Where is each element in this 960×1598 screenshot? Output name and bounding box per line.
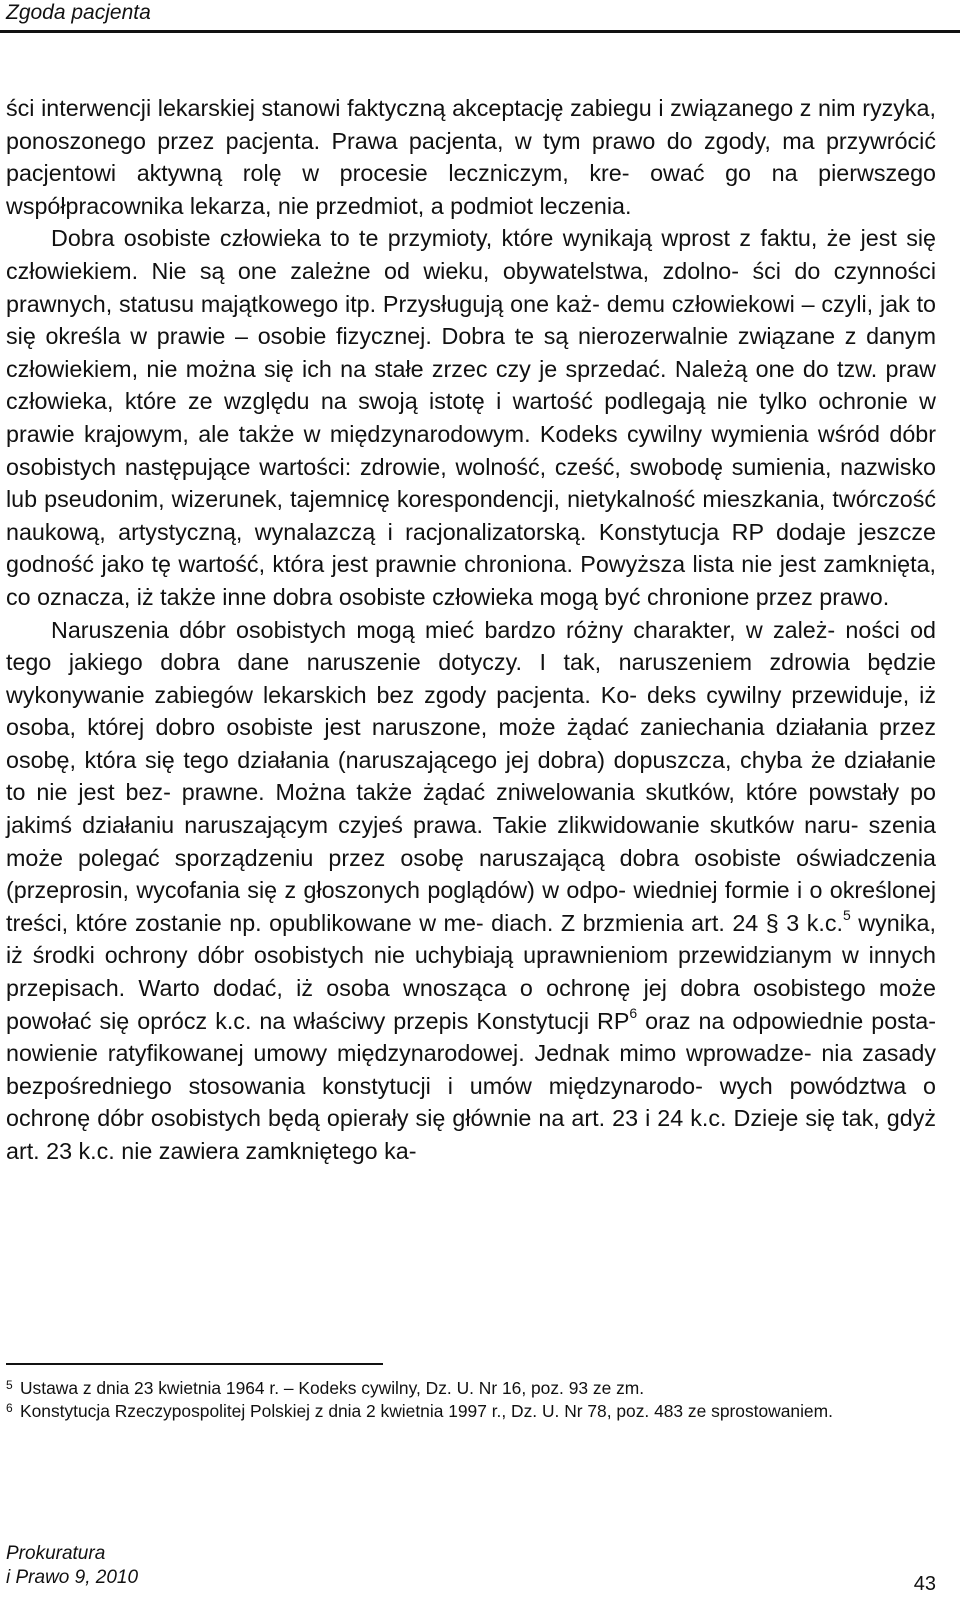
journal-name-line-1: Prokuratura — [6, 1543, 106, 1564]
page-number: 43 — [913, 1573, 936, 1595]
footnote-divider — [6, 1363, 383, 1365]
journal-name — [6, 1542, 138, 1590]
footnote-text: Ustawa z dnia 23 kwietnia 1964 r. – Kodeks cywilny, Dz. U. Nr 16, poz. 93 ze zm. — [20, 1378, 645, 1398]
article-body — [6, 92, 936, 1168]
header-divider — [0, 30, 960, 33]
footnotes — [6, 1377, 936, 1423]
paragraph-3-part-b: wynika, iż środki ochrony dóbr osobistych nie uchybiają uprawnieniom przewidzianym w innych przepisach. Warto dodać, iż osoba wnosząca o ochronę jej dobra osobistego może powołać się oprócz k.c. na właściwy przepis Konstytucji RP — [6, 909, 936, 1034]
paragraph-3-part-c: oraz na odpowiednie posta- nowienie ratyfikowanej umowy międzynarodowej. Jednak mimo wprowadze- nia zasady bezpośredniego stosowania konstytucji i umów międzynarodo- wych powództwa o ochronę dóbr osobistych będą opierały się głównie na art. 23 i 24 k.c. Dzieje się tak, gdyż art. 23 k.c. nie zawiera zamkniętego ka- — [6, 1007, 936, 1164]
footnote-text: Konstytucja Rzeczypospolitej Polskiej z dnia 2 kwietnia 1997 r., Dz. U. Nr 78, poz. 483 ze sprostowaniem. — [20, 1401, 833, 1421]
running-header-title: Zgoda pacjenta — [6, 1, 151, 24]
paragraph-3-part-a: Naruszenia dóbr osobistych mogą mieć bardzo różny charakter, w zależ- ności od tego jakiego dobra dane naruszenie dotyczy. I tak, naruszeniem zdrowia będzie wykonywanie zabiegów lekarskich bez zgody pacjenta. Ko- deks cywilny przewiduje, iż osoba, której dobro osobiste jest naruszone, może żądać zaniechania działania przez osobę, która się tego działania (naruszającego jej dobra) dopuszcza, chyba że działanie to nie jest bez- prawne. Można także żądać zniwelowania skutków, które powstały po jakimś działaniu naruszającym czyjeś prawa. Takie zlikwidowanie skutków naru- szenia może polegać sporządzeniu przez osobę naruszającą dobra osobiste oświadczenia (przeprosin, wycofania się z głoszonych poglądów) w odpo- wiedniej formie i o określonej treści, które zostanie np. opublikowane w me- diach. Z brzmienia art. 24 § 3 k.c. — [6, 616, 936, 936]
footnote-number: 5 — [6, 1378, 13, 1392]
paragraph-1: ści interwencji lekarskiej stanowi faktyczną akceptację zabiegu i związanego z nim ryzyka, ponoszonego przez pacjenta. Prawa pacjenta, w tym prawo do zgody, ma przywrócić pacjentowi aktywną rolę w procesie leczniczym, kre- ować go na pierwszego współpracownika lekarza, nie przedmiot, a podmiot leczenia. — [6, 95, 936, 219]
paragraph-2: Dobra osobiste człowieka to te przymioty, które wynikają wprost z faktu, że jest się człowiekiem. Nie są one zależne od wieku, obywatelstwa, zdolno- ści do czynności prawnych, statusu majątkowego itp. Przysługują one każ- demu człowiekowi – czyli, jak to się określa w prawie – osobie fizycznej. Dobra te są nierozerwalnie związane z danym człowiekiem, nie można się ich na stałe zrzec czy je sprzedać. Należą one do tzw. praw człowieka, które ze względu na swoją istotę i wartość podlegają nie tylko ochronie w prawie krajowym, ale także w międzynarodowym. Kodeks cywilny wymienia wśród dóbr osobistych następujące wartości: zdrowie, wolność, cześć, swobodę sumienia, nazwisko lub pseudonim, wizerunek, tajemnicę korespondencji, nietykalność mieszkania, twórczość naukową, artystyczną, wynalazczą i racjonalizatorską. Konstytucja RP dodaje jeszcze godność jako tę wartość, która jest prawnie chroniona. Powyższa lista nie jest zamknięta, co oznacza, iż także inne dobra osobiste człowieka mogą być chronione przez prawo. — [6, 225, 936, 610]
footnote-6 — [6, 1400, 936, 1423]
paragraph-3 — [6, 614, 936, 1168]
journal-name-line-2: i Prawo 9, 2010 — [6, 1567, 139, 1588]
footnote-5 — [6, 1377, 936, 1400]
footnote-ref-6[interactable]: 6 — [629, 1004, 638, 1021]
footnote-number: 6 — [6, 1401, 13, 1415]
footnote-ref-5[interactable]: 5 — [842, 907, 851, 924]
